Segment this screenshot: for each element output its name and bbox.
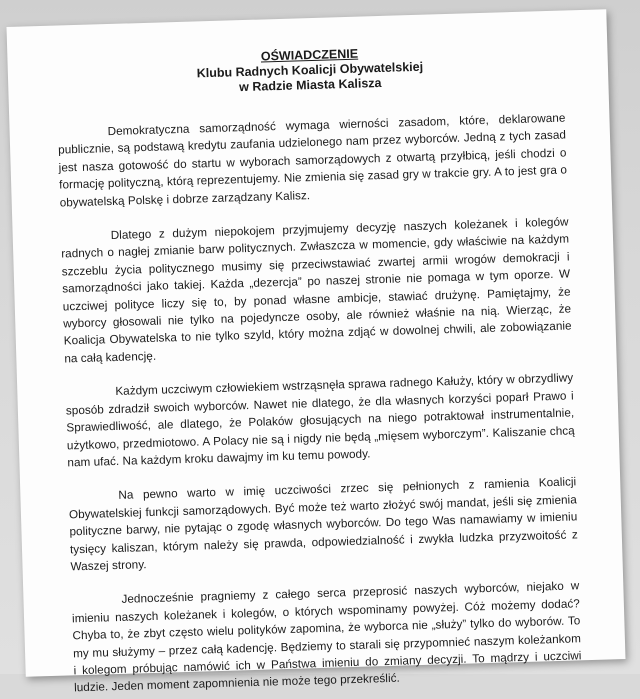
document-subtitle-club: Klubu Radnych Koalicji Obywatelskiej <box>196 59 424 81</box>
paragraph-2: Dlatego z dużym niepokojem przyjmujemy decyzję naszych koleżanek i kolegów radnych o nagłej zmianie barw politycznych. Zwłaszcza w momencie, gdy właściwie na każdym szczeblu życia politycznego musimy się przeciwstawiać zwartej armii wrogów demokracji i samorządności jako takiej. Każda „dezercja” po naszej stronie nie pomaga w tym oporze. W uczciwej polityce liczy się to, by ponad własne ambicje, stawiać drużynę. Pamiętajmy, że wyborcy głosowali nie tylko na pojedyncze osoby, ale również właśnie na nią. Wierząc, że Koalicja Obywatelska to nie tylko szyld, który można zdjąć w dowolnej chwili, ale zobowiązanie na całą kadencję. <box>61 215 572 366</box>
paragraph-4: Na pewno warto w imię uczciwości zrzec się pełnionych z ramienia Koalicji Obywatelskiej funkcji samorządowych. Być może też warto złożyć swój mandat, jeśli się zmienia polityczne barwy, nie pytając o zgodę własnych wyborców. Do tego Was namawiamy w imieniu tysięcy kaliszan, którym należy się prawda, odpowiedzialność i zwykła ludzka przyzwoitość z Waszej strony. <box>68 475 578 574</box>
paragraph-5: Jednocześnie pragniemy z całego serca przeprosić naszych wyborców, niejako w imieniu naszych koleżanek i kolegów, o których wspominamy powyżej. Cóż możemy dodać? Chyba to, że zbyt często wielu polityków zapomina, że wyborca nie „służy” tylko do wyborów. To my mu służymy – przez całą kadencję. Będziemy to starali się przypomnieć naszym koleżankom i kolegom próbując namówić ich w Państwa imieniu do zmiany decyzji. To mądrzy i uczciwi ludzie. Jeden moment zapomnienia nie może tego przekreślić. <box>71 579 582 695</box>
document-subtitle-council: w Radzie Miasta Kalisza <box>238 75 382 95</box>
paragraph-3: Każdym uczciwym człowiekiem wstrząsnęła sprawa radnego Kałuży, który w obrzydliwy sposób zdradził swoich wyborców. Nawet nie dlatego, że dla własnych korzyści poparł Prawo i Sprawiedliwość, ale dlatego, że Polaków głosujących na niego potraktował instrumentalnie, użytkowo, przedmiotowo. A Polacy nie są i nigdy nie będą „mięsem wyborczym”. Kaliszanie chcą nam ufać. Na każdym kroku dawajmy im ku temu powody. <box>65 371 575 470</box>
paragraph-1: Demokratyczna samorządność wymaga wierności zasadom, które, deklarowane publicznie, są podstawą kredytu zaufania udzielonego nam przez wyborców. Jedną z tych zasad jest nasza gotowość do startu w wyborach samorządowych z otwartą przyłbicą, jeśli chodzi o formację polityczną, którą reprezentujemy. Nie zmienia się zasad gry w trakcie gry. A to jest gra o obywatelską Polskę i dobrze zarządzany Kalisz. <box>57 111 568 210</box>
document-page <box>6 9 625 695</box>
document-heading <box>55 41 564 101</box>
document-title: OŚWIADCZENIE <box>260 46 359 64</box>
